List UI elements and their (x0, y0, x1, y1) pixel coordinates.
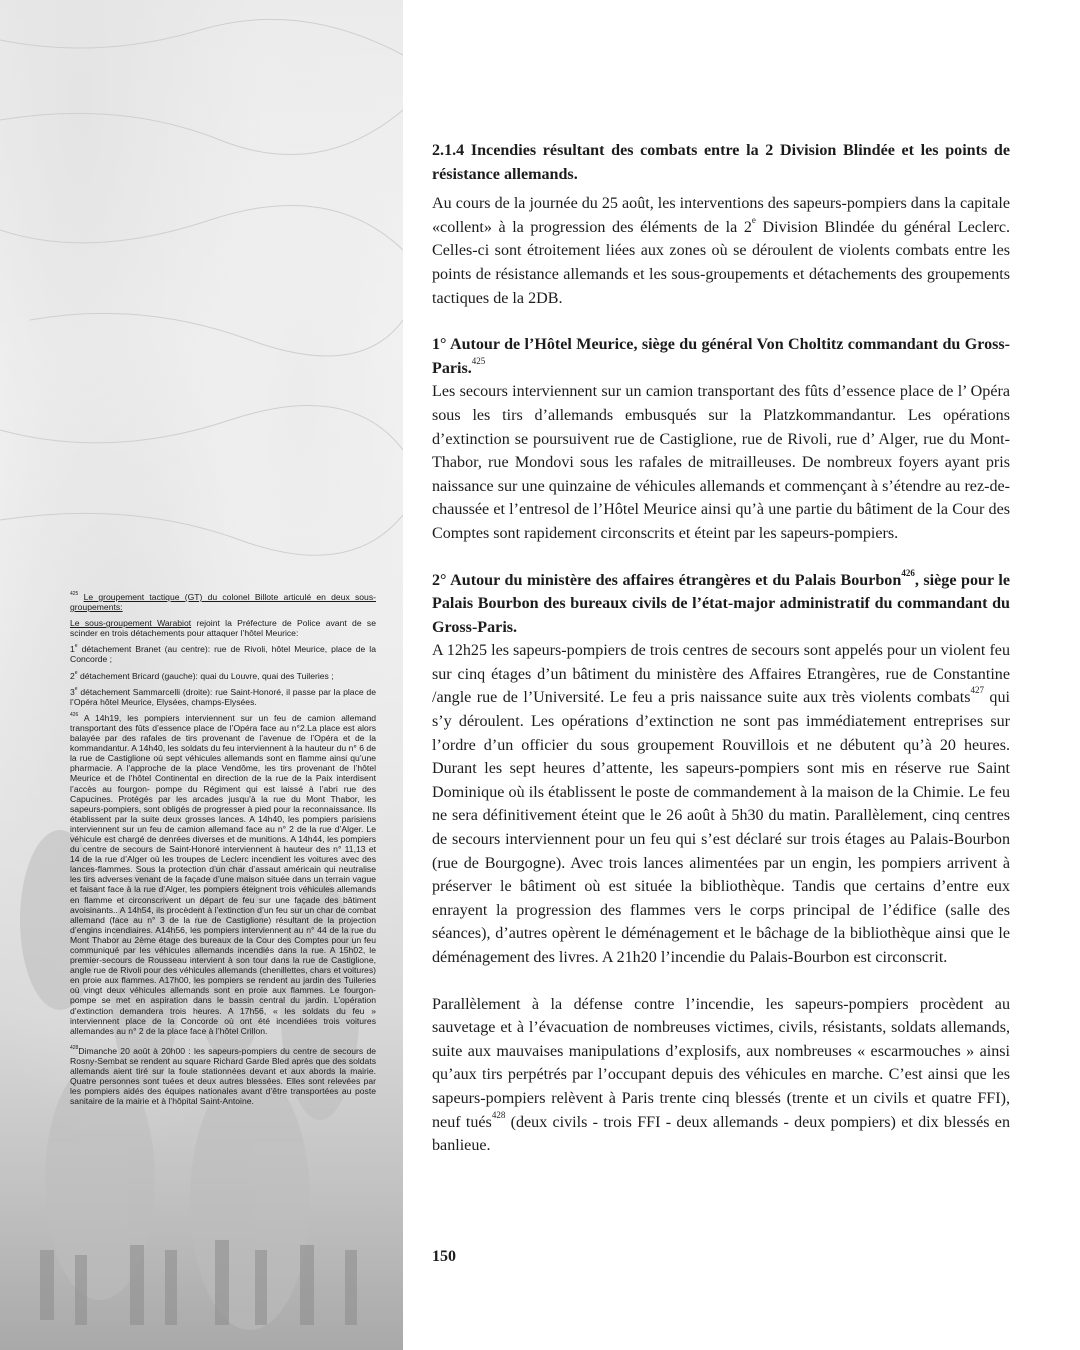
body-paragraph (432, 192, 1010, 310)
footnote-text: détachement Branet (au centre): rue de Rivoli, hôtel Meurice, place de la Concorde ; (70, 644, 376, 665)
paragraph-text: Parallèlement à la défense contre l’incendie, les sapeurs-pompiers procèdent au sauvetage et à l’évacuation de nombreuses victimes, civils, résistants, soldats allemands, suite aux mauvaises manipulations d’explosifs, aux nombreuses « escarmouches » ainsi qu’aux tirs perpétrés par l’occupant depuis des véhicules en marche. C’est ainsi que les sapeurs-pompiers relèvent à Paris trente cinq blessés (trente et un civils et quatre FFI), neuf tués (432, 995, 1010, 1131)
heading-text: 2° Autour du ministère des affaires étrangères et du Palais Bourbon (432, 571, 902, 589)
footnote-reference: 427 (970, 685, 984, 696)
footnote-text: A 14h19, les pompiers interviennent sur un feu de camion allemand transportant des fûts d’essence place de l’Opéra face au n°2.La place est alors balayée par des rafales de tirs provenant de l’avenue de l’Opéra et de la kommandantur. A 14h40, les soldats du feu interviennent à la hauteur du n° 6 de la rue de Castiglione où sept véhicules allemands sont en flamme ainsi qu’une pharmacie. A l’approche de la place Vendôme, les tirs provenant de l’hôtel Meurice et de l’hôtel Continental en direction de la rue de la Paix interdisent l’accès au fourgon- pompe du Régiment qui est laissé à l’abri rue des Capucines. Protégés par les arcades jusqu’à la rue du Mont Thabor, les sapeurs-pompiers, sont obligés de progresser à pied pour la reconnaissance. Ils établissent par la suite deux grosses lances. A 14h40, les pompiers parisiens interviennent sur un feu de camion allemand face au n° 2 de la rue d’Alger. Le véhicule est chargé de denrées diverses et de munitions. A 14h44, les pompiers du centre de secours de Saint-Honoré interviennent à hauteur des n° 11,13 et 14 de la rue d’Alger où les troupes de Leclerc incendient les voitures avec des lances-flammes. Sous la protection d’un char d’assaut américain qui neutralise les tirs adverses venant de la façade d’une maison située dans un terrain vague et faisant face à la rue d’Alger, les pompiers éteignent trois véhicules allemands en flamme et circonscrivent un départ de feu sur une façade des bâtiment avoisinants.. A 14h54, ils procèdent à l’extinction d’un feu sur un char de combat allemand (face au n° 3 de la rue de Castiglione) résultant de la projection d’engins incendiaires. A14h56, les pompiers interviennent au n° 44 de la rue du Mont Thabor au 2ème étage des bureaux de la Cour des Comptes pour un feu communiqué par les véhicules allemands incendiés dans la rue. A 15h02, le premier-secours de Rousseau intervient à son tour dans la rue de Castiglione, angle rue de Rivoli pour des véhicules allemands (chenillettes, chars et voitures) en proie aux flammes. A17h00, les pompiers se rendent au jardin des Tuileries où vingt deux véhicules allemands sont en proie aux flammes. Le fourgon-pompe se met en aspiration dans le bassin central du jardin. L’opération d’extinction demandera trois heures. A 17h56, « les soldats du feu » interviennent place de la Concorde où ont été incendiées trois voitures allemandes au n° 2 de la place face à l’hôtel Crillon. (70, 712, 376, 1036)
footnote-reference: 428 (491, 1109, 506, 1120)
subsection-heading (432, 333, 1010, 380)
body-paragraph: Les secours interviennent sur un camion transportant des fûts d’essence place de l’ Opéra sous les tirs d’allemands embusqués sur la Platzkommandantur. Les opérations d’extinction se poursuivent rue de Castiglione, rue de Rivoli, rue d’ Alger, rue du Mont-Thabor, rue Mondovi sous les rafales de mitrailleuses. De nombreux foyers ayant pris naissance sur une quinzaine de véhicules allemands et commençant à s’étendre au rez-de-chaussée et l’entresol de l’Hôtel Meurice ainsi qu’à une partie du bâtiment de la Cour des Comptes sont rapidement circonscrits et éteint par les sapeurs-pompiers. (432, 383, 1010, 542)
body-paragraph (432, 993, 1010, 1158)
footnote-reference: 426 (901, 567, 915, 578)
paragraph-text: Au cours de la journée du 25 août, les interventions des sapeurs-pompiers dans la capitale «collent» à la progression des éléments de la 2 (432, 195, 1010, 236)
ordinal-suffix: e (74, 685, 78, 692)
footnote-425-detachment-1 (70, 644, 376, 664)
subsection-heading (432, 569, 1010, 640)
footnote-428 (70, 1046, 376, 1107)
footnote-425-intro (70, 592, 376, 612)
footnote-marker: 426 (70, 711, 79, 718)
detachment-number: 2 (70, 670, 75, 681)
footnote-426 (70, 713, 376, 1036)
heading-text: , siège pour le Palais Bourbon des bureaux civils de l’état-major administratif du commandant du Gross-Paris. (432, 571, 1011, 636)
footnote-subgroup-title: Le sous-groupement Warabiot (70, 618, 192, 629)
footnote-text: Dimanche 20 août à 20h00 : les sapeurs-pompiers du centre de secours de Rosny-Sembat se rendent au square Richard Garde Bled après que des soldats allemands aient tiré sur la foule stationnées devant et aux abords la mairie. Quatre personnes sont tuées et deux autres blessées. Elles sont relevées par les pompiers aidés des équipes nationales avant d’être transportées au poste sanitaire de la mairie et à l’hôpital Saint-Antoine. (70, 1045, 376, 1107)
detachment-number: 1 (70, 644, 75, 655)
footnote-425-detachment-3 (70, 687, 376, 707)
background-photo-panel (0, 0, 403, 1350)
heading-text: 1° Autour de l’Hôtel Meurice, siège du général Von Choltitz commandant du Gross-Paris. (432, 336, 1010, 377)
ordinal-suffix: e (74, 669, 78, 676)
paragraph-text: Division Blindée du général Leclerc. Celles-ci sont étroitement liées aux zones où se déroulent de violents combats entre les points de résistance allemands et les sous-groupements et détachements des groupements tactiques de la 2DB. (432, 218, 1010, 307)
footnote-marker: 425 (70, 591, 79, 597)
footnote-reference: 425 (471, 355, 486, 366)
footnote-text: rejoint la Préfecture de Police avant de se scinder en trois détachements pour attaquer l’hôtel Meurice: (70, 618, 377, 639)
footnote-425-subgroup (70, 618, 376, 638)
footnote-text: détachement Sammarcelli (droite): rue Saint-Honoré, il passe par la place de l’Opéra hôtel Meurice, Elysées, champs-Elysées. (70, 686, 376, 707)
paragraph-text: (deux civils - trois FFI - deux allemands - deux pompiers) et dix blessés en banlieue. (432, 1113, 1010, 1155)
footnotes-column (70, 592, 376, 1112)
main-text-column (432, 139, 1010, 1158)
footnote-text: détachement Bricard (gauche): quai du Louvre, quai des Tuileries ; (77, 670, 334, 681)
paragraph-text: A 12h25 les sapeurs-pompiers de trois centres de secours sont appelés pour un violent feu sur cinq étages d’un bâtiment du ministère des Affaires Etrangères, rue de Constantine /angle rue de l’Université. Le feu a pris naissance suite aux très violents combats (432, 642, 1010, 707)
detachment-number: 3 (70, 686, 75, 697)
footnote-text: Le groupement tactique (GT) du colonel Billote articulé en deux sous-groupements: (70, 592, 376, 613)
ordinal-suffix: e (751, 214, 756, 225)
paragraph-text: qui s’y déroulent. Les opérations d’extinction ne sont pas immédiatement entreprises sur l’ordre d’un officier du sous groupement Rouvillois et ne débutent qu’à 20 heures. Durant les sept heures d’attente, les sapeurs-pompiers sont mis en réserve rue Saint Dominique où ils établissent le poste de commandement à la maison de la Chimie. Le feu ne sera définitivement éteint que le 26 août à 5h30 du matin. Parallèlement, cinq centres de secours interviennent pour un feu qui s’est déclaré sur trois étages au Palais-Bourbon (rue de Bourgogne). Avec trois lances alimentées par un engin, les pompiers arrivent à préserver le bâtiment où est située la bibliothèque. Tandis que certains d’entre eux enrayent la progression des flammes vers le corps principal de l’édifice (salle des séances), d’autres opèrent le déménagement et le bâchage de la bibliothèque ainsi que le déménagement des livres. A 21h20 l’incendie du Palais-Bourbon est circonscrit. (432, 689, 1010, 966)
body-paragraph (432, 639, 1010, 969)
footnote-425-detachment-2 (70, 671, 376, 681)
page-number: 150 (432, 1248, 456, 1265)
footnote-marker: 428 (70, 1044, 79, 1051)
section-heading: 2.1.4 Incendies résultant des combats entre la 2 Division Blindée et les points de résistance allemands. (432, 142, 1010, 183)
ordinal-suffix: e (74, 643, 78, 650)
